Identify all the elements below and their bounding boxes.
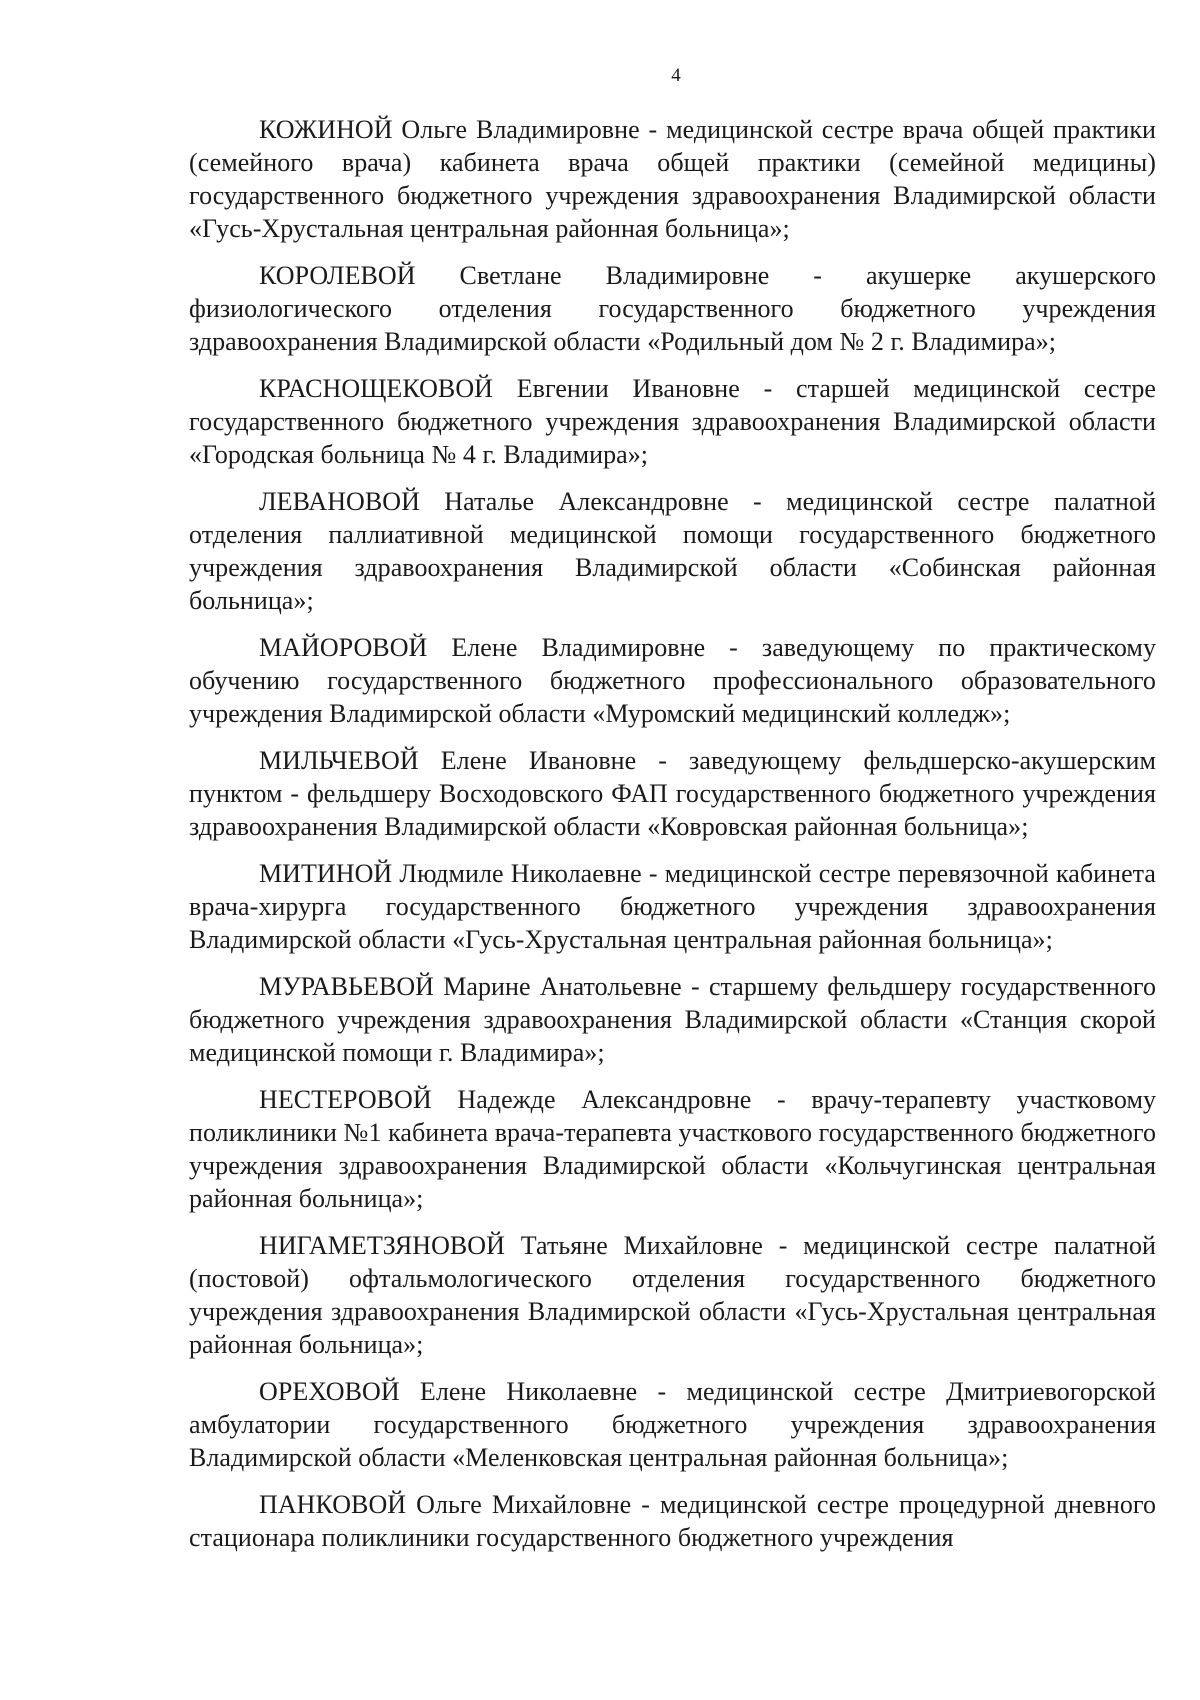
award-entry: ПАНКОВОЙ Ольге Михайловне - медицинской сестре процедурной дневного стационара поликлиники государственного бюджетного учреждения [189,1490,1156,1552]
award-entry: МАЙОРОВОЙ Елене Владимировне - заведующему по практическому обучению государственного бюджетного профессионального образовательного учреждения Владимирской области «Муромский медицинский колледж»; [189,633,1156,728]
page-number: 4 [671,65,681,86]
award-entry: МИТИНОЙ Людмиле Николаевне - медицинской сестре перевязочной кабинета врача-хирурга государственного бюджетного учреждения здравоохранения Владимирской области «Гусь-Хрустальная центральная районная больница»; [189,859,1156,954]
award-entry: МИЛЬЧЕВОЙ Елене Ивановне - заведующему фельдшерско-акушерским пунктом - фельдшеру Восходовского ФАП государственного бюджетного учреждения здравоохранения Владимирской области «Ковровская районная больница»; [189,746,1156,841]
award-entry: КОЖИНОЙ Ольге Владимировне - медицинской сестре врача общей практики (семейного врача) кабинета врача общей практики (семейной медицины) государственного бюджетного учреждения здравоохранения Владимирской области «Гусь-Хрустальная центральная районная больница»; [189,115,1156,243]
award-entry: НИГАМЕТЗЯНОВОЙ Татьяне Михайловне - медицинской сестре палатной (постовой) офтальмологического отделения государственного бюджетного учреждения здравоохранения Владимирской области «Гусь-Хрустальная центральная районная больница»; [189,1231,1156,1359]
award-entry: НЕСТЕРОВОЙ Надежде Александровне - врачу-терапевту участковому поликлиники №1 кабинета врача-терапевта участкового государственного бюджетного учреждения здравоохранения Владимирской области «Кольчугинская центральная районная больница»; [189,1085,1156,1213]
award-entry: ЛЕВАНОВОЙ Наталье Александровне - медицинской сестре палатной отделения паллиативной медицинской помощи государственного бюджетного учреждения здравоохранения Владимирской области «Собинская районная больница»; [189,487,1156,615]
document-body [189,113,1156,1568]
award-entry: КОРОЛЕВОЙ Светлане Владимировне - акушерке акушерского физиологического отделения государственного бюджетного учреждения здравоохранения Владимирской области «Родильный дом № 2 г. Владимира»; [189,261,1156,356]
award-entry: КРАСНОЩЕКОВОЙ Евгении Ивановне - старшей медицинской сестре государственного бюджетного учреждения здравоохранения Владимирской области «Городская больница № 4 г. Владимира»; [189,374,1156,469]
award-entry: МУРАВЬЕВОЙ Марине Анатольевне - старшему фельдшеру государственного бюджетного учреждения здравоохранения Владимирской области «Станция скорой медицинской помощи г. Владимира»; [189,972,1156,1067]
award-entry: ОРЕХОВОЙ Елене Николаевне - медицинской сестре Дмитриевогорской амбулатории государственного бюджетного учреждения здравоохранения Владимирской области «Меленковская центральная районная больница»; [189,1377,1156,1472]
